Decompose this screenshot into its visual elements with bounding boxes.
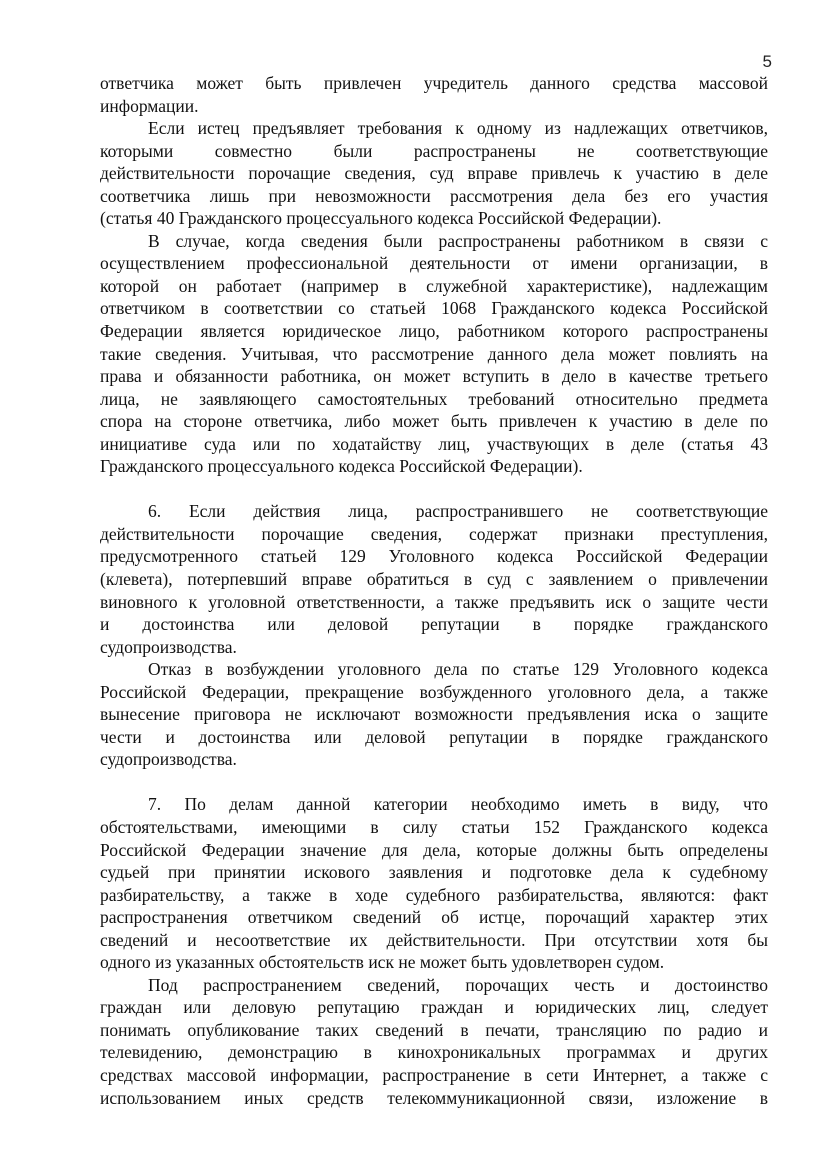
- text-line: сведений и несоответствие их действительности. При отсутствии хотя бы: [100, 929, 768, 950]
- text-line: граждан или деловую репутацию граждан и юридических лиц, следует: [100, 997, 768, 1018]
- text-line: Если истец предъявляет требования к одному из надлежащих ответчиков,: [148, 118, 768, 139]
- text-line: действительности порочащие сведения, содержат признаки преступления,: [100, 523, 768, 544]
- text-line: Российской Федерации значение для дела, которые должны быть определены: [100, 839, 768, 860]
- text-line: (клевета), потерпевший вправе обратиться в суд с заявлением о привлечении: [100, 568, 768, 589]
- paragraph: [100, 500, 768, 658]
- text-line: осуществлением профессиональной деятельности от имени организации, в: [100, 253, 768, 274]
- paragraph-gap: [100, 771, 768, 794]
- text-line: судопроизводства.: [100, 636, 237, 657]
- text-line: 7. По делам данной категории необходимо иметь в виду, что: [148, 794, 768, 815]
- text-line: распространения ответчиком сведений об истце, порочащий характер этих: [100, 907, 768, 928]
- text-line: лица, не заявляющего самостоятельных требований относительно предмета: [100, 388, 768, 409]
- text-line: которыми совместно были распространены не соответствующие: [100, 140, 768, 161]
- text-line: ответчиком в соответствии со статьей 1068 Гражданского кодекса Российской: [100, 298, 768, 319]
- text-line: судопроизводства.: [100, 749, 237, 770]
- text-line: предусмотренного статьей 129 Уголовного кодекса Российской Федерации: [100, 546, 768, 567]
- text-line: такие сведения. Учитывая, что рассмотрение данного дела может повлиять на: [100, 343, 768, 364]
- text-line: действительности порочащие сведения, суд вправе привлечь к участию в деле: [100, 163, 768, 184]
- text-line: средствах массовой информации, распространение в сети Интернет, а также с: [100, 1064, 768, 1085]
- text-line: Под распространением сведений, порочащих честь и достоинство: [148, 974, 768, 995]
- paragraph-gap: [100, 478, 768, 501]
- text-line: разбирательству, а также в ходе судебного разбирательства, являются: факт: [100, 884, 768, 905]
- text-line: В случае, когда сведения были распространены работником в связи с: [148, 230, 768, 251]
- text-line: понимать опубликование таких сведений в печати, трансляцию по радио и: [100, 1019, 768, 1040]
- text-line: Гражданского процессуального кодекса Российской Федерации).: [100, 456, 583, 477]
- text-line: виновного к уголовной ответственности, а также предъявить иск о защите чести: [100, 591, 768, 612]
- paragraph: [100, 117, 768, 230]
- document-body: [100, 72, 768, 1109]
- paragraph: [100, 658, 768, 771]
- text-line: соответчика лишь при невозможности рассмотрения дела без его участия: [100, 185, 768, 206]
- text-line: Российской Федерации, прекращение возбужденного уголовного дела, а также: [100, 681, 768, 702]
- text-line: спора на стороне ответчика, либо может быть привлечен к участию в деле по: [100, 411, 768, 432]
- text-line: 6. Если действия лица, распространившего не соответствующие: [148, 501, 768, 522]
- text-line: телевидению, демонстрацию в кинохроникальных программах и других: [100, 1042, 768, 1063]
- text-line: одного из указанных обстоятельств иск не может быть удовлетворен судом.: [100, 952, 665, 973]
- text-line: судьей при принятии искового заявления и подготовке дела к судебному: [100, 862, 768, 883]
- text-line: инициативе суда или по ходатайству лиц, участвующих в деле (статья 43: [100, 433, 768, 454]
- text-line: использованием иных средств телекоммуникационной связи, изложение в: [100, 1087, 768, 1108]
- paragraph: [100, 230, 768, 478]
- text-line: вынесение приговора не исключают возможности предъявления иска о защите: [100, 704, 768, 725]
- text-line: обстоятельствами, имеющими в силу статьи 152 Гражданского кодекса: [100, 816, 768, 837]
- text-line: (статья 40 Гражданского процессуального кодекса Российской Федерации).: [100, 208, 662, 229]
- paragraph: [100, 974, 768, 1109]
- text-line: информации.: [100, 95, 199, 116]
- text-line: чести и достоинства или деловой репутации в порядке гражданского: [100, 726, 768, 747]
- paragraph: [100, 793, 768, 973]
- text-line: которой он работает (например в служебной характеристике), надлежащим: [100, 275, 768, 296]
- text-line: и достоинства или деловой репутации в порядке гражданского: [100, 614, 768, 635]
- text-line: права и обязанности работника, он может вступить в дело в качестве третьего: [100, 366, 768, 387]
- page-number: 5: [762, 52, 772, 71]
- text-line: Федерации является юридическое лицо, работником которого распространены: [100, 321, 768, 342]
- paragraph: [100, 72, 768, 117]
- text-line: ответчика может быть привлечен учредитель данного средства массовой: [100, 73, 768, 93]
- text-line: Отказ в возбуждении уголовного дела по статье 129 Уголовного кодекса: [148, 659, 768, 680]
